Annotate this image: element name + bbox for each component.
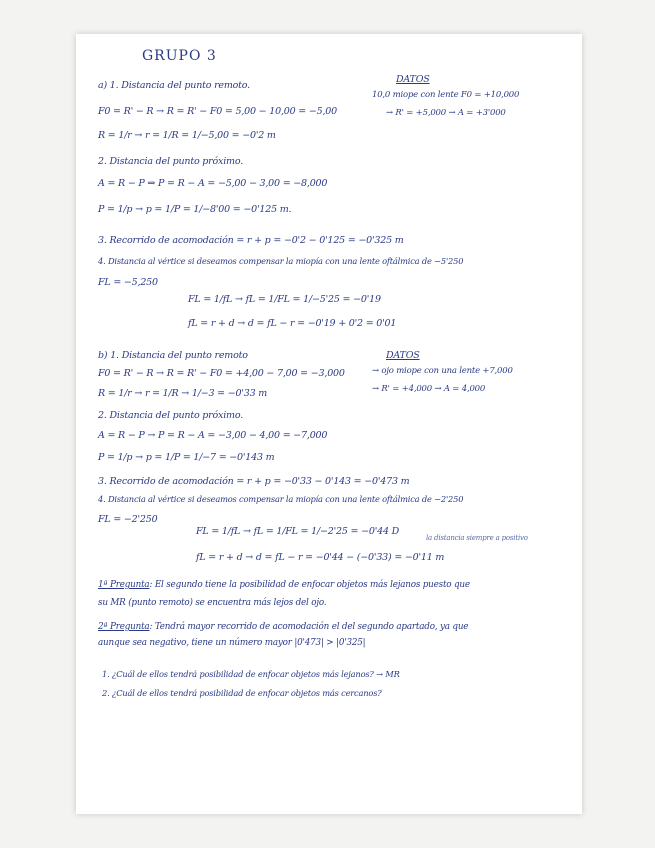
part-b-datos-line: → ojo miope con una lente +7,000 (372, 366, 513, 376)
question-item: 2. ¿Cuál de ellos tendrá posibilidad de enfocar objetos más cercanos? (102, 688, 382, 698)
part-b-line: A = R − P → P = R − A = −3,00 − 4,00 = −7,000 (98, 430, 328, 441)
part-a-datos-line: → R' = +5,000 → A = +3'000 (386, 108, 506, 118)
part-a-line: F0 = R' − R → R = R' − F0 = 5,00 − 10,00 = −5,00 (98, 106, 337, 117)
part-b-line: fL = r + d → d = fL − r = −0'44 − (−0'33) = −0'11 m (196, 552, 445, 563)
answer-text: : Tendrá mayor recorrido de acomodación el del segundo apartado, ya que (149, 622, 469, 632)
part-b-line: R = 1/r → r = 1/R → 1/−3 = −0'33 m (98, 388, 268, 399)
answer-text: : El segundo tiene la posibilidad de enfocar objetos más lejanos puesto que (149, 580, 470, 590)
part-a-line: 2. Distancia del punto próximo. (98, 156, 244, 167)
answer-2 (98, 622, 468, 632)
answer-1 (98, 580, 470, 590)
part-a-line: 3. Recorrido de acomodación = r + p = −0'2 − 0'125 = −0'325 m (98, 235, 404, 246)
part-b-line: 4. Distancia al vértice si deseamos compensar la miopía con una lente oftálmica de −2'250 (98, 494, 464, 504)
answer-label: 2ª Pregunta (98, 622, 150, 632)
answer-2-cont: aunque sea negativo, tiene un número mayor |0'473| > |0'325| (98, 638, 366, 648)
part-b-line: FL = −2'250 (98, 514, 158, 525)
part-b-line: FL = 1/fL → fL = 1/FL = 1/−2'25 = −0'44 D (196, 526, 400, 537)
question-item: 1. ¿Cuál de ellos tendrá posibilidad de enfocar objetos más lejanos? → MR (102, 669, 400, 679)
part-a-datos-title: DATOS (396, 74, 430, 85)
part-a-line: R = 1/r → r = 1/R = 1/−5,00 = −0'2 m (98, 130, 276, 141)
part-a-datos-line: 10,0 miope con lente F0 = +10,000 (372, 90, 520, 100)
notebook-page (76, 34, 582, 814)
part-b-datos-title: DATOS (386, 350, 420, 361)
part-b-line: 3. Recorrido de acomodación = r + p = −0'33 − 0'143 = −0'473 m (98, 476, 410, 487)
part-b-line: b) 1. Distancia del punto remoto (98, 350, 248, 361)
answer-1-cont: su MR (punto remoto) se encuentra más lejos del ojo. (98, 598, 327, 608)
answer-label: 1ª Pregunta (98, 580, 150, 590)
part-a-line: FL = −5,250 (98, 277, 158, 288)
page-title: GRUPO 3 (142, 48, 217, 64)
part-a-line: P = 1/p → p = 1/P = 1/−8'00 = −0'125 m. (98, 204, 292, 215)
part-a-line: fL = r + d → d = fL − r = −0'19 + 0'2 = 0'01 (188, 318, 397, 329)
part-b-line: 2. Distancia del punto próximo. (98, 410, 244, 421)
part-b-line: P = 1/p → p = 1/P = 1/−7 = −0'143 m (98, 452, 275, 463)
part-b-line: F0 = R' − R → R = R' − F0 = +4,00 − 7,00 = −3,000 (98, 368, 345, 379)
part-a-line: A = R − P ⇒ P = R − A = −5,00 − 3,00 = −8,000 (98, 178, 328, 189)
part-b-datos-line: → R' = +4,000 → A = 4,000 (372, 384, 486, 394)
part-a-line: a) 1. Distancia del punto remoto. (98, 80, 250, 91)
part-a-line: 4. Distancia al vértice si deseamos compensar la miopía con una lente oftálmica de −5'250 (98, 256, 464, 266)
part-b-side-note: la distancia siempre a positivo (426, 534, 528, 542)
part-a-line: FL = 1/fL → fL = 1/FL = 1/−5'25 = −0'19 (188, 294, 381, 305)
